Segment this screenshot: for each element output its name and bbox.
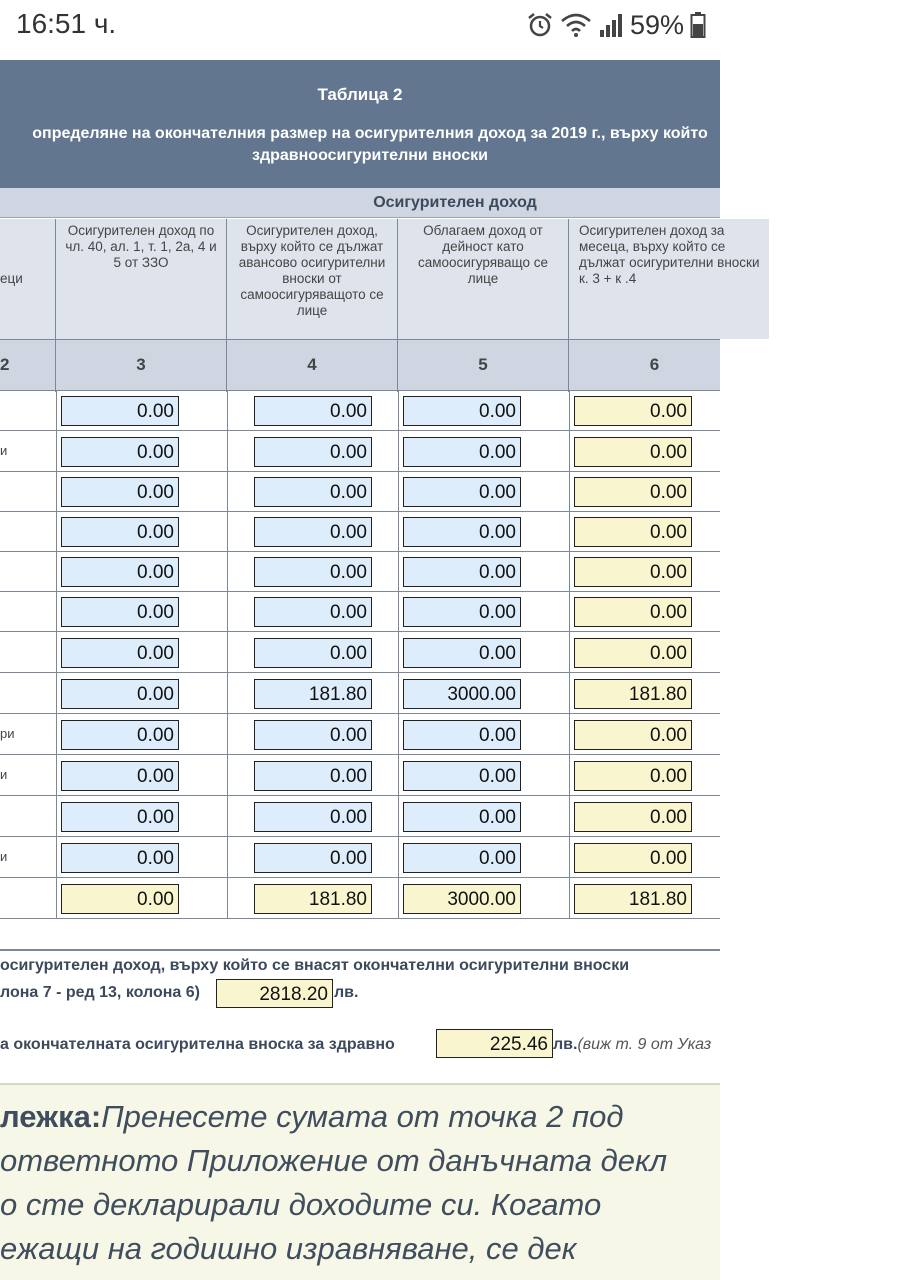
column-divider — [56, 512, 57, 551]
table-description — [0, 123, 780, 167]
column-divider — [569, 714, 570, 754]
amount-field-col5[interactable] — [403, 437, 521, 467]
signal-icon — [598, 12, 624, 38]
amount-field-col6[interactable] — [574, 720, 692, 750]
note-box — [0, 1083, 720, 1280]
amount-field-col6[interactable] — [574, 437, 692, 467]
total-amount-field-col6[interactable] — [574, 884, 692, 914]
alarm-icon — [526, 11, 554, 39]
battery-percent: 59% — [629, 9, 684, 40]
note-line1 — [0, 1095, 623, 1139]
amount-field-col6[interactable] — [574, 477, 692, 507]
column-divider — [569, 592, 570, 631]
amount-field-col3[interactable] — [61, 396, 179, 426]
amount-field-col6[interactable] — [574, 802, 692, 832]
column-divider — [56, 755, 57, 795]
column-divider — [569, 837, 570, 877]
column-divider — [227, 431, 228, 471]
amount-field-col3[interactable] — [61, 437, 179, 467]
health-contribution-field[interactable] — [436, 1029, 553, 1058]
table-row — [0, 391, 720, 431]
column-number-2: 2 — [0, 340, 56, 392]
column-divider — [227, 837, 228, 877]
amount-field-col3[interactable] — [61, 597, 179, 627]
amount-field-col3[interactable] — [61, 477, 179, 507]
row-label: и — [0, 443, 8, 458]
note-line1-text: Пренесете сумата от точка 2 под — [101, 1099, 624, 1134]
column-divider — [227, 714, 228, 754]
column-divider — [227, 673, 228, 713]
amount-field-col3[interactable] — [61, 517, 179, 547]
column-divider — [56, 592, 57, 631]
column-divider — [227, 472, 228, 511]
instruction-reference: (виж т. 9 от Указ — [577, 1036, 712, 1053]
status-bar — [0, 0, 720, 50]
clock: 16:51 ч. — [16, 8, 117, 39]
amount-field-col5[interactable] — [403, 477, 521, 507]
column-divider — [398, 472, 399, 511]
amount-field-col4[interactable] — [254, 597, 372, 627]
amount-field-col4[interactable] — [254, 477, 372, 507]
table-header — [0, 60, 720, 188]
summary-line3-tail — [553, 1036, 711, 1054]
column-divider — [56, 673, 57, 713]
row-label: и — [0, 767, 8, 782]
amount-field-col5[interactable] — [403, 802, 521, 832]
column-divider — [227, 512, 228, 551]
table-row — [0, 673, 720, 714]
table-row — [0, 592, 720, 632]
column-number-5: 5 — [398, 340, 569, 392]
amount-field-col3[interactable] — [61, 720, 179, 750]
summary-currency-unit: лв. — [334, 984, 359, 1001]
column-divider — [398, 431, 399, 471]
note-line3-text: о сте декларирали доходите си. Когато — [0, 1187, 602, 1222]
column-header-5: Облагаем доход от дейност като самоосигуряващо се лице — [398, 219, 569, 339]
table-row — [0, 714, 720, 755]
amount-field-col3[interactable] — [61, 679, 179, 709]
total-amount-field-col4[interactable] — [254, 884, 372, 914]
amount-field-col6[interactable] — [574, 638, 692, 668]
total-amount-field-col3[interactable] — [61, 884, 179, 914]
summary-line1: осигурителен доход, върху който се внасят окончателни осигурителни вноски — [0, 957, 630, 974]
column-divider — [56, 632, 57, 672]
note-line4-text: ежащи на годишно изравняване, се дек — [0, 1231, 577, 1266]
note-line3 — [0, 1183, 601, 1227]
amount-field-col5[interactable] — [403, 843, 521, 873]
column-header-2 — [0, 219, 56, 339]
column-divider — [569, 552, 570, 591]
amount-field-col4[interactable] — [254, 679, 372, 709]
column-header-3: Осигурителен доход по чл. 40, ал. 1, т. 1, 2а, 4 и 5 от ЗЗО — [56, 219, 227, 339]
column-number-4: 4 — [227, 340, 398, 392]
column-divider — [569, 673, 570, 713]
table-row — [0, 796, 720, 837]
column-divider — [569, 796, 570, 836]
amount-field-col6[interactable] — [574, 679, 692, 709]
column-divider — [398, 714, 399, 754]
amount-field-col3[interactable] — [61, 761, 179, 791]
amount-field-col5[interactable] — [403, 638, 521, 668]
column-divider — [398, 512, 399, 551]
column-divider — [227, 632, 228, 672]
column-divider — [56, 472, 57, 511]
wifi-icon — [560, 12, 592, 38]
column-divider — [56, 391, 57, 430]
column-divider — [227, 391, 228, 430]
note-line2 — [0, 1139, 667, 1183]
row-label: и — [0, 849, 8, 864]
amount-field-col4[interactable] — [254, 638, 372, 668]
amount-field-col6[interactable] — [574, 843, 692, 873]
amount-field-col4[interactable] — [254, 557, 372, 587]
column-divider — [569, 512, 570, 551]
column-divider — [398, 673, 399, 713]
group-header — [0, 188, 720, 218]
amount-field-col5[interactable] — [403, 761, 521, 791]
amount-field-col5[interactable] — [403, 597, 521, 627]
table-row — [0, 431, 720, 472]
amount-field-col6[interactable] — [574, 597, 692, 627]
column-number-3: 3 — [56, 340, 227, 392]
amount-field-col6[interactable] — [574, 396, 692, 426]
amount-field-col4[interactable] — [254, 517, 372, 547]
column-divider — [227, 796, 228, 836]
totals-row — [0, 878, 720, 919]
table-row — [0, 632, 720, 673]
status-icons — [526, 8, 706, 42]
table-row — [0, 837, 720, 878]
column-divider — [569, 878, 570, 918]
final-insurable-income-field[interactable] — [216, 979, 333, 1008]
column-divider — [569, 755, 570, 795]
column-divider — [398, 391, 399, 430]
column-divider — [398, 878, 399, 918]
amount-field-col4[interactable] — [254, 761, 372, 791]
battery-icon — [690, 11, 706, 39]
amount-field-col5[interactable] — [403, 679, 521, 709]
amount-field-col4[interactable] — [254, 720, 372, 750]
column-header-4: Осигурителен доход, върху който се дължат авансово осигурителни вноски от самоосигуряващото се лице — [227, 219, 398, 339]
column-divider — [569, 431, 570, 471]
amount-field-col3[interactable] — [61, 557, 179, 587]
summary-line3: а окончателната осигурителна вноска за здравно — [0, 1036, 395, 1053]
health-currency-unit: лв. — [553, 1036, 578, 1053]
total-amount-field-col5[interactable] — [403, 884, 521, 914]
amount-field-col3[interactable] — [61, 843, 179, 873]
group-header-label: Осигурителен доход — [373, 194, 537, 211]
amount-field-col5[interactable] — [403, 517, 521, 547]
summary-line2 — [0, 984, 200, 1002]
amount-field-col5[interactable] — [403, 396, 521, 426]
column-divider — [398, 755, 399, 795]
table-title: Таблица 2 — [317, 85, 403, 104]
column-divider — [56, 431, 57, 471]
table-row — [0, 472, 720, 512]
column-number-row — [0, 339, 720, 391]
table-row — [0, 552, 720, 592]
amount-field-col5[interactable] — [403, 557, 521, 587]
column-divider — [398, 632, 399, 672]
summary-line2-text: лона 7 - ред 13, колона 6) — [0, 984, 200, 1001]
column-divider — [227, 592, 228, 631]
note-line4 — [0, 1227, 576, 1271]
amount-field-col4[interactable] — [254, 802, 372, 832]
column-divider — [398, 592, 399, 631]
column-number-6: 6 — [649, 355, 660, 374]
amount-field-col5[interactable] — [403, 720, 521, 750]
column-divider — [398, 552, 399, 591]
note-label: лежка: — [0, 1099, 102, 1134]
column-divider — [398, 796, 399, 836]
amount-field-col3[interactable] — [61, 638, 179, 668]
column-divider — [569, 391, 570, 430]
amount-field-col6[interactable] — [574, 761, 692, 791]
column-divider — [569, 632, 570, 672]
column-divider — [398, 837, 399, 877]
table-description-line2: здравноосигурителни вноски — [252, 147, 488, 164]
divider — [0, 949, 720, 951]
note-line2-text: ответното Приложение от данъчната декл — [0, 1143, 668, 1178]
amount-field-col6[interactable] — [574, 557, 692, 587]
amount-field-col4[interactable] — [254, 437, 372, 467]
amount-field-col4[interactable] — [254, 843, 372, 873]
table-description-line1: определяне на окончателния размер на осигурителния доход за 2019 г., върху който — [32, 125, 708, 142]
amount-field-col4[interactable] — [254, 396, 372, 426]
column-divider — [56, 714, 57, 754]
row-label: ри — [0, 726, 15, 741]
column-divider — [227, 878, 228, 918]
column-header-2-label: еци — [0, 271, 23, 286]
table-row — [0, 512, 720, 552]
column-divider — [227, 755, 228, 795]
column-header-6: Осигурителен доход за месеца, върху който се дължат осигурителни вноски к. 3 + к .4 — [569, 219, 769, 339]
column-divider — [56, 796, 57, 836]
column-divider — [56, 552, 57, 591]
column-divider — [56, 878, 57, 918]
column-divider — [227, 552, 228, 591]
amount-field-col3[interactable] — [61, 802, 179, 832]
column-divider — [569, 472, 570, 511]
column-divider — [56, 837, 57, 877]
amount-field-col6[interactable] — [574, 517, 692, 547]
table-row — [0, 755, 720, 796]
